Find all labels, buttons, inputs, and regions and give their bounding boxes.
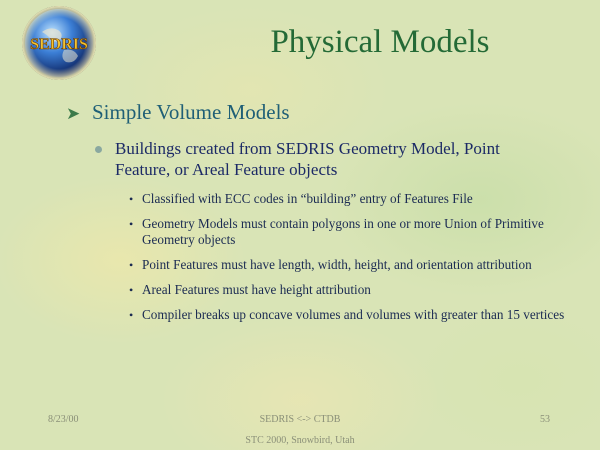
sedris-logo xyxy=(20,4,98,82)
level3-list xyxy=(128,191,568,332)
level3-item: • Areal Features must have height attribution xyxy=(129,282,371,297)
footer-conference: STC 2000, Snowbird, Utah xyxy=(245,435,355,446)
arrow-bullet-icon: ➤ xyxy=(66,104,81,123)
level3-item: • Point Features must have length, width, height, and orientation attribution xyxy=(129,257,532,272)
level1-bullet xyxy=(66,100,290,125)
dot-bullet-icon xyxy=(95,146,102,153)
footer-page-number: 53 xyxy=(540,414,550,425)
level3-item: • Compiler breaks up concave volumes and volumes with greater than 15 vertices xyxy=(129,307,565,322)
slide-title: Physical Models xyxy=(270,24,490,60)
level1-text: Simple Volume Models xyxy=(92,100,290,124)
bullet-icon: • xyxy=(129,308,134,322)
level3-item: • Classified with ECC codes in “building” entry of Features File xyxy=(129,191,473,206)
bullet-icon: • xyxy=(129,192,134,206)
level3-item: • Geometry Models must contain polygons in one or more Union of Primitive Geometry objects xyxy=(129,216,544,247)
bullet-icon: • xyxy=(129,258,134,272)
bullet-icon: • xyxy=(129,217,134,231)
level2-bullet xyxy=(93,138,553,180)
footer-date: 8/23/00 xyxy=(48,414,79,425)
bullet-icon: • xyxy=(129,283,134,297)
level2-text: Buildings created from SEDRIS Geometry Model, Point Feature, or Areal Feature objects xyxy=(115,139,500,179)
svg-text:SEDRIS: SEDRIS xyxy=(30,36,88,53)
footer-title: SEDRIS <-> CTDB xyxy=(259,414,341,425)
